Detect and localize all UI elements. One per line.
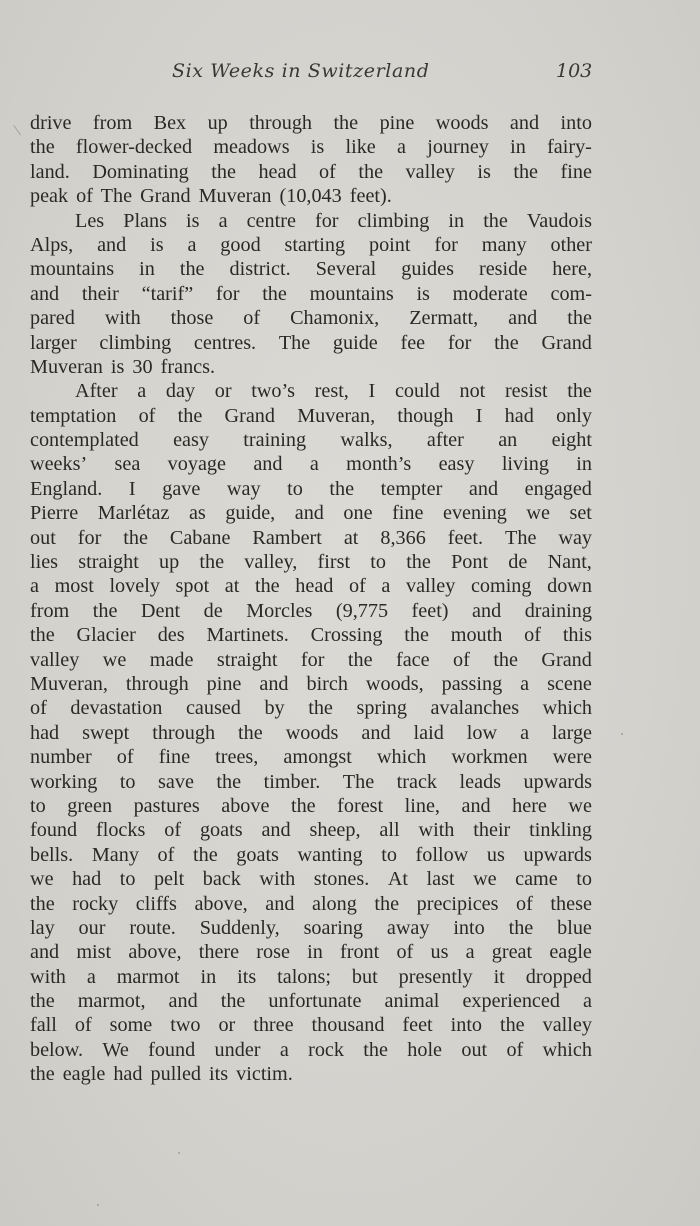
text-line: land. Dominating the head of the valley is the fine	[30, 160, 592, 183]
page-number: 103	[556, 60, 593, 82]
text-line: we had to pelt back with stones. At last we came to	[30, 868, 592, 891]
text-line: fall of some two or three thousand feet into the valley	[30, 1014, 592, 1037]
text-line: and mist above, there rose in front of us a great eagle	[30, 941, 592, 964]
paper-speck	[621, 733, 623, 735]
paper-speck	[97, 1204, 99, 1206]
text-line: Les Plans is a centre for climbing in the Vaudois	[75, 209, 592, 232]
text-line: the flower-decked meadows is like a journey in fairy-	[30, 136, 592, 159]
margin-mark	[13, 121, 27, 136]
paper-speck	[178, 1152, 180, 1154]
text-line: the rocky cliffs above, and along the precipices of these	[30, 892, 592, 915]
text-line: contemplated easy training walks, after an eight	[30, 429, 592, 452]
text-line: peak of The Grand Muveran (10,043 feet).	[30, 185, 392, 208]
text-line: number of fine trees, amongst which workmen were	[30, 746, 592, 769]
text-line: bells. Many of the goats wanting to follow us upwards	[30, 843, 592, 866]
text-line: below. We found under a rock the hole out of which	[30, 1038, 592, 1061]
text-line: lies straight up the valley, first to the Pont de Nant,	[30, 551, 592, 574]
text-line: out for the Cabane Rambert at 8,366 feet. The way	[30, 526, 592, 549]
text-line: mountains in the district. Several guides reside here,	[30, 258, 592, 281]
text-line: Muveran is 30 francs.	[30, 355, 216, 378]
text-line: pared with those of Chamonix, Zermatt, and the	[30, 307, 592, 330]
text-line: After a day or two’s rest, I could not resist the	[75, 380, 592, 403]
text-line: temptation of the Grand Muveran, though I had only	[30, 404, 592, 427]
text-line: a most lovely spot at the head of a valley coming down	[30, 575, 592, 598]
text-line: lay our route. Suddenly, soaring away into the blue	[30, 916, 592, 939]
text-line: weeks’ sea voyage and a month’s easy living in	[30, 453, 592, 476]
text-line: working to save the timber. The track leads upwards	[30, 770, 592, 793]
text-line: the eagle had pulled its victim.	[30, 1063, 293, 1086]
text-line: of devastation caused by the spring avalanches which	[30, 697, 592, 720]
text-line: valley we made straight for the face of the Grand	[30, 648, 592, 671]
text-line: England. I gave way to the tempter and engaged	[30, 477, 592, 500]
running-head	[0, 60, 700, 88]
text-line: drive from Bex up through the pine woods and into	[30, 112, 592, 134]
text-line: Alps, and is a good starting point for many other	[30, 233, 592, 256]
text-line: the Glacier des Martinets. Crossing the mouth of this	[30, 624, 592, 647]
text-line: with a marmot in its talons; but presently it dropped	[30, 965, 592, 988]
running-title: Six Weeks in Switzerland	[172, 60, 430, 82]
text-line: Muveran, through pine and birch woods, passing a scene	[30, 672, 592, 695]
text-line: larger climbing centres. The guide fee for the Grand	[30, 331, 592, 354]
text-line: to green pastures above the forest line, and here we	[30, 794, 592, 817]
text-line: Pierre Marlétaz as guide, and one fine evening we set	[30, 502, 592, 525]
text-line: from the Dent de Morcles (9,775 feet) and draining	[30, 599, 592, 622]
text-line: the marmot, and the unfortunate animal experienced a	[30, 990, 592, 1013]
text-line: and their “tarif” for the mountains is moderate com-	[30, 282, 592, 305]
text-line: found flocks of goats and sheep, all with their tinkling	[30, 819, 592, 842]
text-line: had swept through the woods and laid low a large	[30, 721, 592, 744]
body-text	[30, 111, 592, 1087]
